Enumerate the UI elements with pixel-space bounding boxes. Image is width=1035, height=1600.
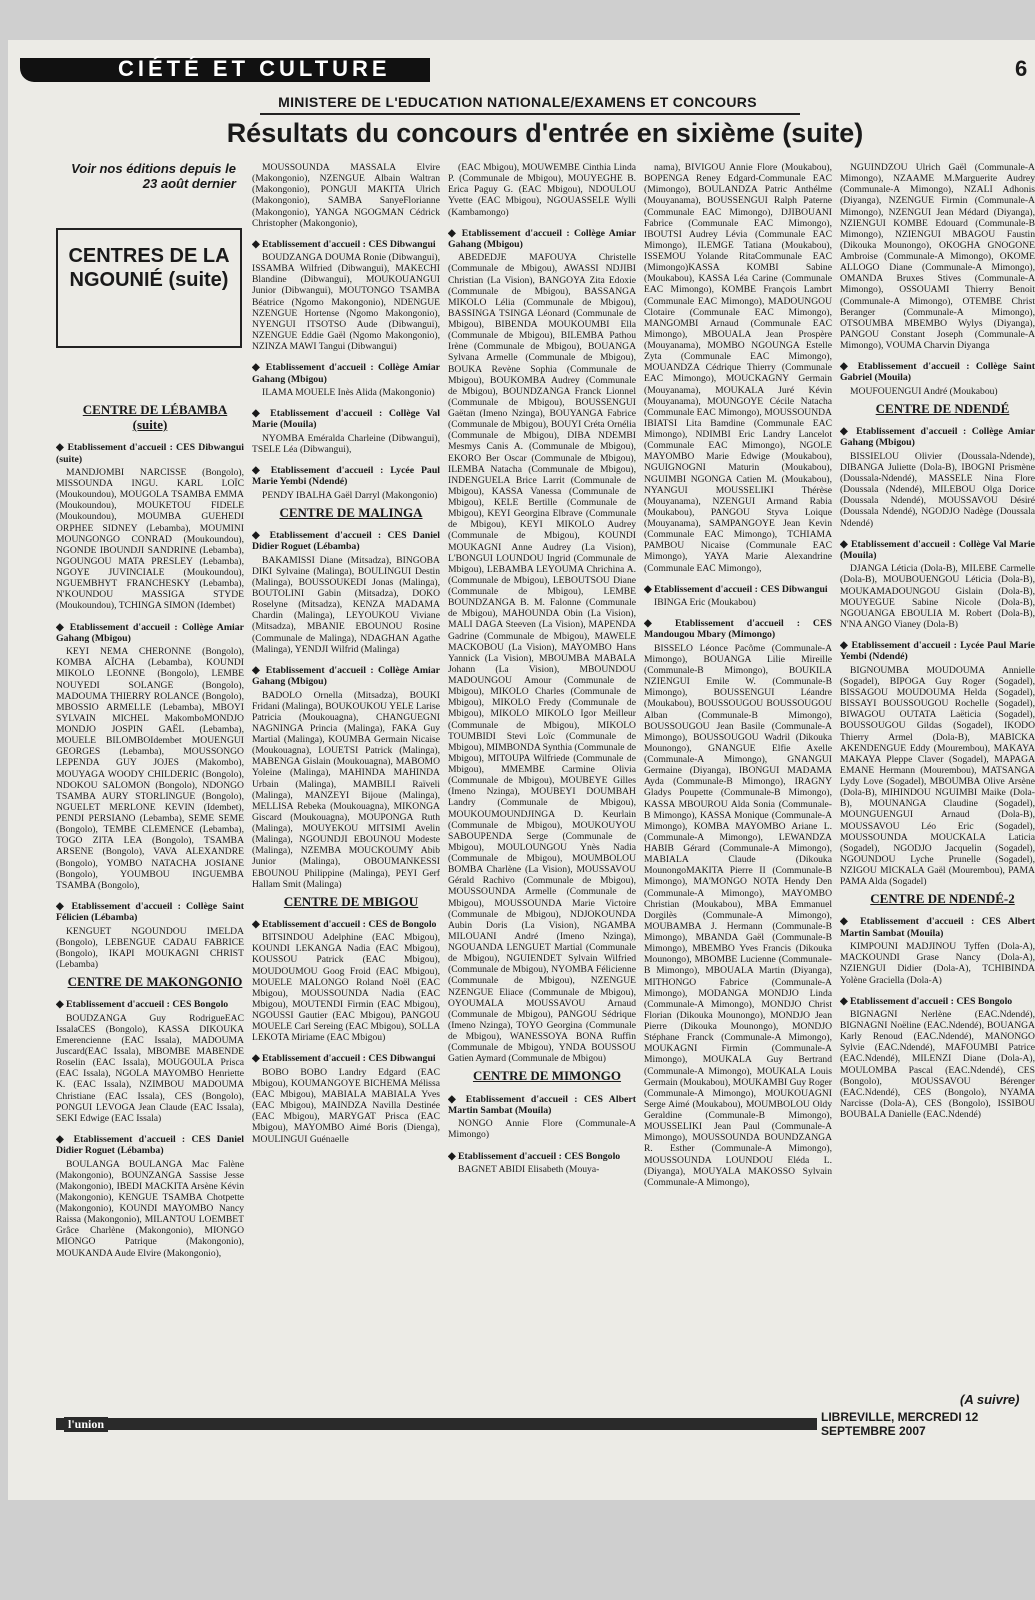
centre-heading: CENTRE DE MBIGOU	[283, 893, 419, 909]
section-title: CIÉTÉ ET CULTURE	[118, 56, 391, 81]
centre-heading: CENTRE DE LÉBAMBA (suite)	[82, 402, 228, 433]
results-paragraph: BISSELO Léonce Pacôme (Communale-A Mimongo), BOUANGA Lilie Mireille (Communale-B Mimongo), BOUKILA NZIENGUI Emile W. (Communale-B Mimongo), BOUSSENGUI Léandre (Moukabou), BOUSSOUGOU BOUSSOUGOU Alban (Communale-B Mimongo), BOUSSOUGOU Jean Basile (Communale-A Mimongo), BOUSSOUGOU Wadril (Dikouka Mounongo), GNANGUE Elfie Axelle (Communale-A Mimongo), GNANGUI Germaine (Diyanga), IBONGUI MADAMA Ayda (Communale-B Mimongo), IRAGNY Gladys Poupette (Communale-B Mimongo), KASSA MBOUROU Alda Sonia (Communale-B Mimongo), KASSA Monique (Communale-A Mimongo), KOMBA MAYOMBO Ariane L. (Communale-A Mimongo), LEWANDZA HABIB Gérard (Communale-A Mimongo), MABIALA Claude (Dikouka MounongoMAKITA Pierre II (Communale-B Mimongo), MA'MONGO NOTA Hendy Den (Communale-A Mimongo), MAYOMBO Christian (Moukabou), MBA Emmanuel Dorgilès (Communale-A Mimongo), MOUBAMBA J. Hermann (Communale-B Mimongo), MBANDA Gaël (Communale-B Mimongo), MBEMBO Yves Francis (Dikouka Mounongo), MBOMBE Lucienne (Communale-B Mimongo), MBOUALA Martin (Diyanga), MITHONGO Fabrice (Communale-A Mimongo), MODANGA MONDJO Linda (Communale-A Mimongo), MONDJO Christ Florian (Dikouka Mounongo), MONDJO Jean Pierre (Dikouka Mounongo), MONDJO Stéphane Franck (Communale-A Mimongo), MOUKAGNI Firmin (Communale-A Mimongo), MOUKALA Guy Bertrand (Communale-A Mimongo), MOUKALA Louis Germain (Moukabou), MOUKAMBI Guy Roger (Communale-A Mimongo), MOUKOUAGNI Serge Aimé (Moukabou), MOUMBOLOU Oldy Geraldine (Communale-B Mimongo), MOUSSELIKI Jean Paul (Communale-A Mimongo), MOUSSOUNDA BOUNDZANGA R. Esther (Communale-A Mimongo), MOUSSOUNDA LOUNDOU Eléda L. (Diyanga), MOUYALA MAKOSSO Sylvain (Communale-A Mimongo),	[644, 642, 832, 1188]
establishment-heading: ◆ Etablissement d'accueil : CES de Bongolo	[252, 918, 437, 930]
establishment-heading: ◆ Etablissement d'accueil : Collège Amiar Gahang (Mbigou)	[252, 664, 440, 688]
headline: Résultats du concours d'entrée en sixième (suite)	[226, 118, 864, 148]
results-paragraph: BISSIELOU Olivier (Doussala-Ndende), DIBANGA Juliette (Dola-B), IBOGNI Prismène (Doussala-Ndendé), MASSELE Nina Flore (Doussala (Ndendé), MILEBOU Olga Dorice (Doussala Ndendé), MOUSSAVOU Désiré (Doussala Ndendé), NGODJO Nadège (Doussala Ndendé)	[840, 450, 1035, 529]
column-2	[252, 162, 440, 1412]
results-paragraph: ABEDEDJE MAFOUYA Christelle (Communale de Mbigou), AWASSI NDJIBI Christian (La Vision), BANGOYA Zita Edoxie (Communale de Mbigou), BASSANGA MIKOLO Lélia (Communale de Mbigou), BASSINGA TSINGA Léonard (Communale de Mbigou), BIBENDA MOUKOUMBI Ella (Communale de Mbigou), BILEMBA Pathou Irène (Communale de Mbigou), BOUANGA Sylvana Armelle (Communale de Mbigou), BOUKA Revène Sophia (Communale de Mbigou), BOUKOMBA Audrey (Communale de Mbigou), BOUNDZANGA Franck Lionnel (Communale de Mbigou), BOUSSENGUI Gaëtan (Imeno Nzinga), BOUYANGA Fabrice (Communale de Mbigou), BOUYI Créta Ornélia (Communale de Mbigou), DIBA NDEMBI Mesmys Canis A. (Communale de Mbigou), EKORO Ber Oscar (Communale de Mbigou), ILEMBA Natacha (Communale de Mbigou), INDENGUELA Brice Larrit (Communale de Mbigou), KASSA Vanessa (Communale de Mbigou), KELE Bertille (Communale de Mbigou), KEYI Georgina Elbrave (Communale de Mbigou), KEYI MIKOLO Audrey (Communale de Mbigou), KOUNDI MOUKAGNI Anne Audrey (La Vision), L'BONGUI LOUNDOU Ingrid (Communale de Mbigou), LEBAMBA LEYOUMA Chrichina A. (Communale de Mbigou), LEBOUTSOU Diane (Communale de Mbigou), LEMBE BOUNDZANGA B. M. Falonne (Communale de Mbigou), MAHOUNDA Obin (La Vision), MALI DAGA Steeven (La Vision), MAPENDA Gadrine (Communale de Mbigou), MAWELE MACKOBOU (La Vision), MAYOMBO Hans Yannick (La Vision), MBOUMBA MABALA Johann (La Vision), MBOUNDOU MADOUNGOU Amour (Communale de Mbigou), MIKOLO Charles (Communale de Mbigou), MIKOLO Fredy (Communale de Mbigou), MIKOLO MIKOLO Igor Meilleur (Communale de Mbigou), MIKOLO TOUMBIDI Stevi Loïc (Communale de Mbigou), MIMBONDA Synthia (Communale de Mbigou), MITOUPA Wilfriede (Communale de Mbigou), MMEMBE Carmine Olivia (Communale de Mbigou), MOUBEYE Gilles (Imeno Nzinga), MOUBEYI DOUMBAH Landry (Communale de Mbigou), MOUKOUMOUNDJINGA D. Keurlain (Communale de Mbigou), MOUKOUYOU SABOUPENDA Serge (Communale de Mbigou), MOULOUNGOU Ynès Nadia (Communale de Mbigou), MOUMBOLOU BOMBA Charlène (La Vision), MOUSSAVOU Gérald Rachivo (Communale de Mbigou), MOUSSOUNDA Armelle (Communale de Mbigou), MOUSSOUNDA Marie Victoire (Communale de Mbigou), NDJOKOUNDA Aubin Doris (La Vision), NGAMBA MILOUANI André (Imeno Nzinga), NGOUANDA LENGUET Martial (Communale de Mbigou), NGUIENDET Sylvain Wilfried (Communale de Mbigou), NYOMBA Félicienne (Communale de Mbigou), NZENGUE NZENGUE Eliace (Communale de Mbigou), OYOUMALA MOUSSAVOU Arnaud (Communale de Mbigou), PANGOU Sédrique (Imeno Nzinga), TOYO Georgina (Communale de Mbigou), WANESSOYA BONA Ruffin (Communale de Mbigou), YNDA BOUSSOU Gatien Aymard (Communale de Mbigou)	[448, 252, 636, 1065]
results-paragraph: KEYI NEMA CHERONNE (Bongolo), KOMBA AÏCHA (Lebamba), KOUNDI MIKOLO LEONNE (Bongolo), LEMBE NOUYEDI SOLANGE (Bongolo), MADOUMA THIERRY ROLANCE (Bongolo), MBOSSIO ARMELLE (Lebamba), MBOYI SYLVAIN MICHEL MakomboMONDJO MONDJO JOSPIN GAËL (Lebamba), MOUELE BILOMBOIdembet MOUENGUI GEORGES (Lebamba), MOUSSONGO LEPENDA GUY JOJES (Makombo), MOUYAGA WOODY CHILDERIC (Bongolo), NDOKOU SALOMON (Bongolo), NDONGO TSAMBA AURY STORLINGUE (Bongolo), NGUELET MERLONE KEVIN (Idembet), PENDI PERSIANO (Lebamba), SEME SEME (Bongolo), TEMBE CLEMENCE (Lebamba), TOGO ZITA LEA (Bongolo), TSAMBA ARSENE (Bongolo), VAVA ALEXANDRE (Bongolo), YOMBO NATACHA JOSIANE (Bongolo), YOUMBOU INGUEMBA TSAMBA (Bongolo),	[56, 646, 244, 891]
results-paragraph: BOUDZANGA Guy RodrigueEAC IssalaCES (Bongolo), KASSA DIKOUKA Emerencienne (EAC Issala), MADOUMA Juscard(EAC Issala), MBOMBE MABENDE Roselin (EAC Issala), MOUGOULA Prisca (EAC Issala), NGOLA MAYOMBO Henriette K. (EAC Issala), NZIMBOU MADOUMA Christiane (EAC Issala), CES (Bongolo), PONGUI LEVOGA Jean Claude (EAC Issala), SEKI Edwige (EAC Issala)	[56, 1012, 244, 1124]
centre-heading: CENTRE DE MALINGA	[279, 504, 423, 520]
results-paragraph: nama), BIVIGOU Annie Flore (Moukabou), BOPENGA Reney Edgard-Communale EAC (Mimongo), BOULANDZA Patric Anthélme (Mouyanama), BOUSSENGUI Ralph Paterne (Communale EAC Mimongo), DJIBOUANI Fabrice (Communale EAC Mimongo), IBOUTSI Audrey Lévia (Communale EAC Mimongo), ILEMGE Tatiana (Moukabou), ISSEMOU Yolande RitaCommunale EAC (Mimongo)KASSA KOMBI Sabine (Moukabou), KASSA Léa Carine (Communale EAC Mimongo), KOMBE François Lambrt (Communale EAC Mimongo), MADOUNGOU Clotaire (Communale EAC Mimongo), MANGOMBI Arnaud (Communale EAC Mimongo), MBOUALA Jean Prospère (Mouyanama), MOMBO NGOUNGA Estelle Zyta (Communale EAC Mimongo), MOUANDZA Cédrique Thierry (Communale EAC Mimongo), MOUCKAGNY Germain (Mouyanama), MOUKALA Juré Kévin (Mouyanama), MOUNGOYE Cécile Natacha (Communale EAC Mimongo), MOUSSOUNDA IBIATSI Lita Bamdine (Communale EAC Mimongo), NDIMBI Eric Landry Lancelot (Communale EAC Mimongo), NGOLE MAYOMBO Marie Edwige (Moukabou), NGUIGNOGNI Maturin (Moukabou), NGUIMBI NGONGA Catien M. (Moukabou), NYANGUI MOUSSELIKI Thérèse (Mouyanama), NZENGUI Armand Rabia (Moukabou), PANGOU Styva Loique (Mouyanama), SAMPANGOYE Jean Kevin (Communale EAC Mimongo), TCHIAMA PAMBOU Nicaise (Communale EAC Mimongo), YAYA Marie Alexandrine (Communale EAC Mimongo),	[644, 162, 832, 574]
centre-heading: CENTRE DE MIMONGO	[472, 1068, 622, 1084]
establishment-heading: ◆ Etablissement d'accueil : CES Albert Martin Sambat (Mouila)	[840, 916, 1035, 939]
results-paragraph: DJANGA Léticia (Dola-B), MILEBE Carmelle (Dola-B), MOUBOUENGOU Léticia (Dola-B), MOUKAMADOUNGOU Gislain (Dola-B), MOUYEGUE Sabine Nicole (Dola-B), NGOUANGA EBOULIA M. Robert (Dola-B), N'NA ANGO Vianey (Dola-B)	[840, 563, 1035, 630]
column-1	[56, 402, 244, 1410]
continued-note: (A suivre)	[960, 1392, 1020, 1407]
results-paragraph: MOUFOUENGUI André (Moukabou)	[850, 385, 998, 397]
region-box	[56, 228, 242, 348]
establishment-heading: ◆ Etablissement d'accueil : Collège Val Marie (Mouila)	[840, 538, 1035, 561]
results-paragraph: BADOLO Ornella (Mitsadza), BOUKI Fridani (Malinga), BOUKOUKOU YELE Larise Patricia (Moukouagna), CHANGUEGNI NAGNINGA Princia (Malinga), FAKA Guy Martial (Malinga), KOUMBA Germain Nicaise (Moukouagna), LOUETSI Patrick (Malinga), MABENGA Gislain (Moukouagna), MABOMO Yoleine (Malinga), MAHINDA MAHINDA Urbain (Malinga), MAMBILI Raïveli (Malinga), MANZEYI Bijoue (Malinga), MELLISA Rebeka (Moukouagna), MIKONGA Giscard (Moukouagna), MOUPONGA Ruth (Malinga), MOUYEKOU MITSIMI Avelin (Malinga), NGOUNDJI EBOUNOU Modeste (Malinga), NZEMBA MOUCKOUMY Abib Junior (Malinga), OBOUMANKESSI EBOUNOU Philippine (Malinga), PEYI Gerf Hallam Smit (Malinga)	[252, 689, 440, 890]
page-number: 6	[1015, 56, 1028, 81]
establishment-heading: ◆ Etablissement d'accueil : CES Mandougou Mbary (Mimongo)	[644, 618, 832, 641]
results-paragraph: BITSINDOU Adelphine (EAC Mbigou), KOUNDI LEKANGA Nadia (EAC Mbigou), KOUSSOU Patrick (EAC Mbigou), MOUDOUMOU Goog Froid (EAC Mbigou), MOUELE MALONGO Roland Noël (EAC Mbigou), MOUSSOUNDA Nadia (EAC Mbigou), MOUTENDI Firmin (EAC Mbigou), NGOUSSI Gautier (EAC Mbigou), PANGOU MOUELE Carl Sereing (EAC Mbigou), SOLLA LEKOTA Miriame (EAC Mbigou)	[252, 932, 440, 1044]
results-paragraph: BAGNET ABIDI Elisabeth (Mouya-	[458, 1163, 600, 1175]
results-paragraph: IBINGA Eric (Moukabou)	[654, 596, 756, 608]
results-paragraph: KIMPOUNI MADJINOU Tyffen (Dola-A), MACKOUNDI Grase Nancy (Dola-A), NZIENGUI Didier (Dola-A), TCHIBINDA Yolène Graciella (Dola-A)	[840, 941, 1035, 986]
establishment-heading: ◆ Etablissement d'accueil : Collège Amiar Gahang (Mbigou)	[252, 362, 440, 385]
results-paragraph: BAKAMISSI Diane (Mitsadza), BINGOBA DIKI Sylvaine (Malinga), BOULINGUI Destin (Malinga), BOUSSOUKEDI Jonas (Malinga), BOUTOLINI Gabin (Mitsadza), DOKO Roselyne (Mitsadza), KENZA MADAMA Chardin (Malinga), LEYOUKOU Viviane (Mitsadza), MBANIE EBOUNOU Rosine (Communale de Malinga), NDAGHAN Agathe (Malinga), YENDJI Wilfrid (Malinga)	[252, 554, 440, 655]
centre-heading: CENTRE DE NDENDÉ-2	[870, 891, 1015, 907]
department-heading: MINISTERE DE L'EDUCATION NATIONALE/EXAMENS ET CONCOURS	[278, 94, 757, 110]
establishment-heading: ◆ Etablissement d'accueil : Collège Amiar Gahang (Mbigou)	[56, 621, 244, 644]
establishment-heading: ◆ Etablissement d'accueil : CES Dibwangui	[644, 583, 828, 595]
results-paragraph: BIGNAGNI Nerlène (EAC.Ndendé), BIGNAGNI Noëline (EAC.Ndendé), BOUANGA Karly Renoud (EAC.Ndendé), MANONGO Sylvie (EAC.Ndendé), MAFOUMBI Patrice (EAC.Ndendé), MILENZI Diane (Dola-A), MOULOMBA Pascal (EAC.Ndendé), CES (Bongolo), MOUSSAVOU Bérenger (EAC.Ndendé), CES (Bongolo), NYAMA Narcisse (Dola-A), CES (Bongolo), ISSIBOU BOUBALA Danielle (EAC.Ndendé)	[840, 1008, 1035, 1121]
establishment-heading: ◆ Etablissement d'accueil : Lycée Paul Marie Yembi (Ndendé)	[840, 640, 1035, 663]
establishment-heading: ◆ Etablissement d'accueil : CES Albert Martin Sambat (Mouila)	[448, 1093, 636, 1116]
establishment-heading: ◆ Etablissement d'accueil : CES Bongolo	[56, 999, 229, 1011]
results-paragraph: BOULANGA BOULANGA Mac Falène (Makongonio), BOUNZANGA Sassise Jesse (Makongonio), IBEDI MACKITA Arsène Kévin (Makongonio), KENGUE TSAMBA Chotpette (Makongonio), KOUNDI MAYOMBO Nancy Raissa (Makongonio), MILANTOU LOEMBET Grâce Charlène (Makongonio), MIONGO MIONGO Patrique (Makongonio), MOUKANDA Aude Elvire (Makongonio),	[56, 1158, 244, 1259]
heading-rule	[260, 113, 800, 115]
establishment-heading: ◆ Etablissement d'accueil : Collège Val Marie (Mouila)	[252, 408, 440, 431]
establishment-heading: ◆ Etablissement d'accueil : CES Daniel Didier Roguet (Lébamba)	[252, 529, 440, 553]
establishment-heading: ◆ Etablissement d'accueil : Lycée Paul Marie Yembi (Ndendé)	[252, 465, 440, 488]
establishment-heading: ◆ Etablissement d'accueil : Collège Amiar Gahang (Mbigou)	[448, 227, 636, 250]
results-paragraph: BIGNOUMBA MOUDOUMA Annielle (Sogadel), BIPOGA Guy Roger (Sogadel), BISSAGOU MOUDOUMA Helda (Sogadel), BISSAYI BOUSSOUGOU Rochelle (Sogadel), BIWAGOU OUTATA Laëticia (Sogadel), BOUSSOUGOU Gildas (Sogadel), IKODO Thierry Armel (Dola-B), MABICKA AKENDENGUE Eddy (Mourembou), MAKAYA MAKAYA Pleppe Claver (Sogadel), MAPAGA EMANE Hermann (Mourembou), MATSANGA Lydy Love (Sogadel), MBOUMBA Olive Arsène (Dola-B), MIHINDOU NGUIMBI Maike (Dola-B), MOUNANGA Claudine (Sogadel), MOUNGUENGUI Arnaud (Dola-B), MOUSSAVOU Léo Eric (Sogadel), MOUSSOUNDA MOUCKALA Laticia (Sogadel), NGODJO Jacquelin (Sogadel), NGOUNDOU Lyche Prunelle (Sogadel), NZIGOU MICKALA Gaël (Mourembou), PAMA PAMA Alda (Sogadel)	[840, 664, 1035, 888]
region-box-title: CENTRES DE LA NGOUNIÉ (suite)	[68, 245, 230, 291]
date-line: LIBREVILLE, MERCREDI 12 SEPTEMBRE 2007	[817, 1410, 1035, 1438]
establishment-heading: ◆ Etablissement d'accueil : CES Bongolo	[840, 995, 1013, 1007]
centre-heading: CENTRE DE MAKONGONIO	[67, 974, 243, 990]
establishment-heading: ◆ Etablissement d'accueil : CES Dibwangui (suite)	[56, 442, 244, 465]
establishment-heading: ◆ Etablissement d'accueil : Collège Amiar Gahang (Mbigou)	[840, 426, 1035, 449]
results-paragraph: NONGO Annie Flore (Communale-A Mimongo)	[448, 1118, 636, 1141]
results-paragraph: BOUDZANGA DOUMA Ronie (Dibwangui), ISSAMBA Wilfried (Dibwangui), MAKECHI Blandine (Dibwangui), MOUKOUANGUI Junior (Dibwangui), MOUTONGO TSAMBA Béatrice (Ngomo Makongonio), NDENGUE NZENGUE Hortense (Ngomo Makongonio), NYENGUI ITSOTSO Aude (Dibwangui), NZENGUE Eddie Gaël (Ngomo Makongonio), NZINZA MAWI Tangui (Dibwangui)	[252, 252, 440, 353]
results-paragraph: KENGUET NGOUNDOU IMELDA (Bongolo), LEBENGUE CADAU FABRICE (Bongolo), IKAPI MOUKAGNI CHRIST (Lebamba)	[56, 925, 244, 971]
results-paragraph: BOBO BOBO Landry Edgard (EAC Mbigou), KOUMANGOYE BICHEMA Mélissa (EAC Mbigou), MABIALA MABIALA Yves (EAC Mbigou), MAINDZA Navilla Destinée (EAC Mbigou), MARYGAT Prisca (EAC Mbigou), MAYOMBO Aimé Boris (Dienga), MOULINGUI Guénaelle	[252, 1066, 440, 1145]
results-paragraph: NYOMBA Eméralda Charleine (Dibwangui), TSELE Léa (Dibwangui),	[252, 432, 440, 455]
results-paragraph: PENDY IBALHA Gaël Darryl (Makongonio)	[262, 489, 438, 501]
establishment-heading: ◆ Etablissement d'accueil : CES Dibwangui	[252, 238, 436, 250]
column-4	[644, 162, 832, 1412]
edition-note: Voir nos éditions depuis le 23 août dernier	[71, 161, 236, 191]
establishment-heading: ◆ Etablissement d'accueil : CES Dibwangui	[252, 1053, 436, 1065]
newspaper-logo: l'union	[64, 1417, 108, 1432]
establishment-heading: ◆ Etablissement d'accueil : Collège Saint Félicien (Lébamba)	[56, 900, 244, 924]
establishment-heading: ◆ Etablissement d'accueil : CES Daniel Didier Roguet (Lébamba)	[56, 1133, 244, 1157]
results-paragraph: MOUSSOUNDA MASSALA Elvire (Makongonio), NZENGUE Albain Waltran (Makongonio), PONGUI MAKITA Ulrich (Makongonio), SAMBA SanyeFlorianne (Makongonio), YANGA NGOGMAN Cédrick Christopher (Makongonio),	[252, 162, 440, 229]
establishment-heading: ◆ Etablissement d'accueil : Collège Saint Gabriel (Mouila)	[840, 361, 1035, 384]
centre-heading: CENTRE DE NDENDÉ	[875, 400, 1010, 416]
column-5	[840, 162, 1035, 1412]
results-paragraph: ILAMA MOUELE Inès Alida (Makongonio)	[262, 386, 435, 398]
column-3	[448, 162, 636, 1412]
results-paragraph: NGUINDZOU Ulrich Gaël (Communale-A Mimongo), NZAAME M.Marguerite Audrey (Communale-A Mimongo), NZALI Adhonis (Diyanga), NZENGUE Firmin (Communale-A Mimongo), NZENGUI Jean Médard (Diyanga), NZIENGUI KOMBE Edouard (Communale-B Mimongo), NZIENGUI MBAGOU Faustin (Dikouka Mounongo), OKOGHA GNOGONE Ambroise (Communale-A Mimongo), OKOME ALLOGO Diane (Communale-A Mimongo), OMANDA Bruxes Stives (Communale-A Mimongo), OSSOUAMI Thierry Benoit (Communale-A Mimongo), OTEMBE Christ Beranger (Communale-A Mimongo), OTSOUMBA MBEMBO Wylys (Diyanga), PANGOU Constant Joseph (Communale-A Mimongo), VOUMA Charvin Diyanga	[840, 162, 1035, 351]
results-paragraph: MANDJOMBI NARCISSE (Bongolo), MISSOUNDA INGU. KARL LOÏC (Moukoundou), MOUGOLA TSAMBA EMMA (Moukoundou), MOUKETOU FIDELE (Moukoundou), MOUMBA GUEHEDI ORPHEE SIDNEY (Lebamba), MOUMINI MOUNGONGO CONRAD (Moukoundou), NGONDE IBOUNDJI SANDRINE (Lebamba), NGOUNGOU MATA PRESLEY (Lebamba), NGOYE JUVINCIALE (Moukoundou), NGUEMBHYT FRANCHESKY (Lebamba), N'KOUNDOU MASSIGA STYDE (Moukoundou), TCHINGA SIMON (Idembet)	[56, 466, 244, 612]
establishment-heading: ◆ Etablissement d'accueil : CES Bongolo	[448, 1150, 621, 1162]
results-paragraph: (EAC Mbigou), MOUWEMBE Cinthia Linda P. (Communale de Mbigou), MOUYEGHE B. Erica Paguy G. (EAC Mbigou), NDOULOU Yvette (EAC Mbigou), NGOUASSELE Wylli (Kambamongo)	[448, 162, 636, 218]
